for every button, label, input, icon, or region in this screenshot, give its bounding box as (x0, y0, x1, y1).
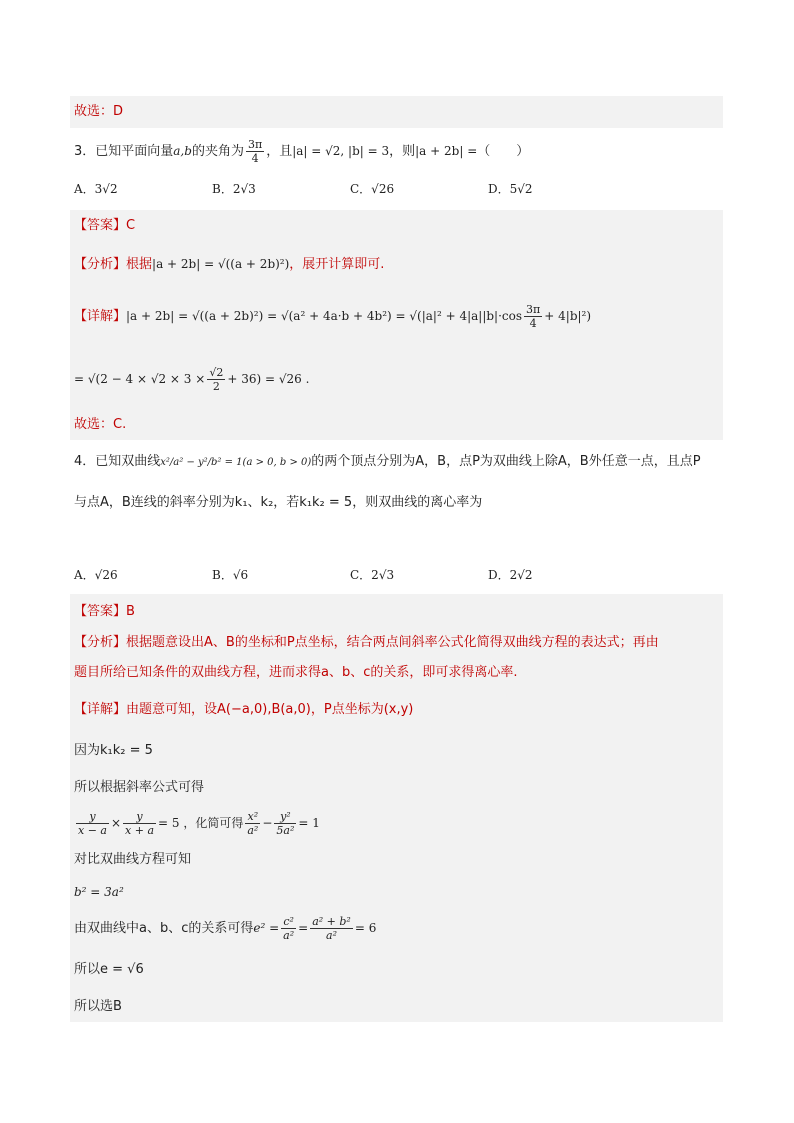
q4-answer-value: B (126, 604, 135, 619)
q3-detail-fraction: $\frac{√2}{2}$ (209, 366, 224, 393)
q3-stem-mid: 的夹角为 (191, 144, 244, 159)
q3-angle-fraction: $\frac{3\pi}{4}$ (247, 138, 263, 165)
q4-analysis-2: 题目所给已知条件的双曲线方程，进而求得a、b、c的关系，即可求得离心率. (74, 665, 518, 680)
q4-step-8: 所以选B (74, 999, 122, 1014)
analysis-tag: 【分析】 (74, 635, 127, 650)
q3-option-a[interactable]: A．3√2 (74, 182, 118, 196)
q4-stem-1 (74, 453, 701, 472)
q4-step-6-text: 由双曲线中a、b、c的关系可得 (74, 921, 254, 936)
q3-stem-ask: ，则 (389, 144, 416, 159)
q4-frac-d: $\frac{\text{y²}}{\text{5a²}}$ (276, 810, 295, 837)
q3-detail-expr-1-end: + 4|b|²) (544, 309, 592, 323)
q4-step-2: 所以根据斜率公式可得 (74, 780, 205, 795)
q3-detail-1 (74, 303, 591, 330)
q3-stem-cond: ，且 (266, 144, 293, 159)
q4-step-4: 对比双曲线方程可知 (74, 852, 192, 867)
q3-option-b[interactable]: B．2√3 (212, 182, 256, 196)
q3-detail-2 (74, 366, 309, 393)
detail-tag: 【详解】 (74, 309, 127, 324)
q3-stem-prefix: 3．已知平面向量 (74, 144, 174, 159)
q4-stem-2: 与点A，B连线的斜率分别为k₁、k₂，若k₁k₂ = 5，则双曲线的离心率为 (74, 495, 483, 510)
q3-analysis-text-end: ，展开计算即可. (289, 257, 385, 272)
q4-step-6: 由双曲线中a、b、c的关系可得e² = $\frac{\text{c²}}{\text{a²}}$ = $\frac{\text{a² + b²}}{\text{a²}}$ = 6 (74, 915, 377, 942)
q4-analysis-text-1: 根据题意设出A、B的坐标和P点坐标，结合两点间斜率公式化简得双曲线方程的表达式；再由 (126, 635, 659, 650)
q4-frac-f: $\frac{\text{a² + b²}}{\text{a²}}$ (312, 915, 351, 942)
q4-step-3-end: = 1 (298, 816, 320, 830)
q3-paren: （ ） (477, 144, 530, 159)
q3-analysis-expr: |a + 2b| = √((a + 2b)²) (152, 257, 290, 271)
q3-detail-expr-1: |a + 2b| = √((a + 2b)²) = √(a² + 4a·b + 4b²) = √(|a|² + 4|a||b|·cos (126, 309, 523, 323)
q2-choice: 故选：D (74, 104, 124, 119)
q4-detail-text: 由题意可知，设A(−a,0),B(a,0)，P点坐标为(x,y) (126, 702, 414, 717)
q4-option-b[interactable]: B．√6 (212, 568, 249, 582)
q3-analysis-text: 根据 (126, 257, 153, 272)
q3-choice: 故选：C. (74, 417, 127, 432)
detail-tag: 【详解】 (74, 702, 127, 717)
q3-detail-expr-2b: + 36) = √26 . (227, 372, 310, 386)
q3-answer-value: C (126, 218, 136, 233)
q4-option-a[interactable]: A．√26 (74, 568, 118, 582)
q3-cond-expr: |a| = √2, |b| = 3 (292, 144, 390, 158)
q4-step-5: b² = 3a² (74, 885, 124, 899)
q4-answer (74, 603, 135, 621)
shade-band (70, 594, 723, 1022)
q4-step-1: 因为k₁k₂ = 5 (74, 743, 153, 758)
analysis-tag: 【分析】 (74, 257, 127, 272)
q4-option-d[interactable]: D．2√2 (488, 568, 533, 582)
q4-frac-a: $\frac{y}{x - a}$ (78, 810, 107, 837)
answer-tag: 【答案】 (74, 604, 127, 619)
q3-detail-expr-2a: = √(2 − 4 × √2 × 3 × (74, 372, 206, 386)
shade-band (70, 96, 723, 128)
q4-equation: x²/a² − y²/b² = 1(a > 0, b > 0) (160, 457, 312, 468)
q4-frac-c: $\frac{\text{x²}}{\text{a²}}$ (247, 810, 259, 837)
q4-frac-e: $\frac{\text{c²}}{\text{a²}}$ (283, 915, 295, 942)
q3-analysis (74, 255, 384, 274)
q4-step-3-mid: = 5 ，化简可得 (158, 816, 244, 830)
q3-option-c[interactable]: C．√26 (350, 182, 395, 196)
q4-option-c[interactable]: C．2√3 (350, 568, 395, 582)
q4-step-6-end: = 6 (354, 921, 377, 935)
q4-stem-prefix: 4．已知双曲线 (74, 454, 161, 469)
q4-step-7: 所以e = √6 (74, 962, 144, 977)
answer-tag: 【答案】 (74, 218, 127, 233)
q4-frac-b: $\frac{y}{x + a}$ (125, 810, 155, 837)
q4-analysis-1 (74, 634, 659, 652)
q4-step-6-e2: e² = (253, 921, 280, 935)
q3-stem (74, 138, 529, 165)
q4-step-3: $\frac{y}{x - a}$ × $\frac{y}{x + a}$ = 5 ，化简可得 $\frac{\text{x²}}{\text{a²}}$ − $\frac{\text{y²}}{\text{5a²}}$ = 1 (78, 810, 320, 837)
q4-stem-text-1: 的两个顶点分别为A，B，点P为双曲线上除A，B外任意一点，且点P (311, 454, 701, 469)
q3-answer (74, 217, 135, 235)
q3-ask-expr: |a + 2b| = (415, 144, 478, 158)
q3-cos-fraction: $\frac{3\pi}{4}$ (526, 303, 541, 330)
q4-detail-1 (74, 701, 413, 719)
q3-stem-vectors: a,b (173, 144, 192, 158)
q3-option-d[interactable]: D．5√2 (488, 182, 533, 196)
